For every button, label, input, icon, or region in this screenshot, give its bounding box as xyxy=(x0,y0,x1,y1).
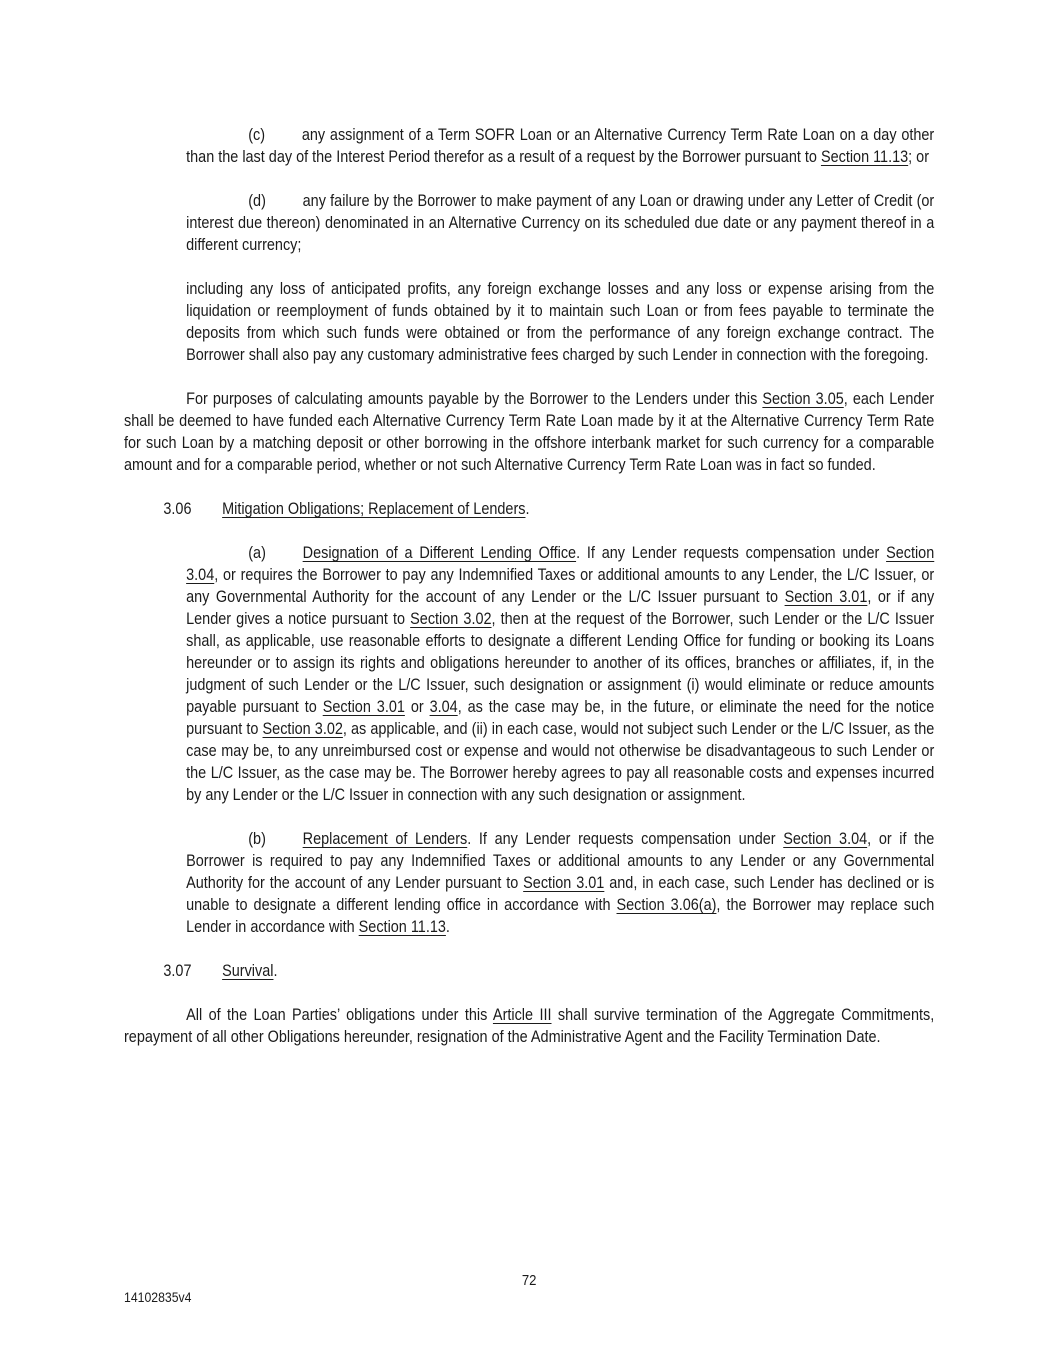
text-run: All of the Loan Parties’ obligations under this xyxy=(186,1006,493,1024)
section-3-07-number: 3.07 xyxy=(163,962,192,980)
section-3-06-period: . xyxy=(525,500,530,518)
clause-a-label: (a) xyxy=(248,544,266,562)
text-run: , or if any Lender gives a notice pursuant to xyxy=(186,588,935,628)
survival-paragraph xyxy=(124,1004,934,1048)
section-3-07-period: . xyxy=(273,962,278,980)
section-3-06-heading xyxy=(124,498,934,520)
section-cross-reference: Section 3.04 xyxy=(783,830,868,848)
section-cross-reference: Designation of a Different Lending Office xyxy=(302,544,577,562)
text-run: , as applicable, and (ii) in each case, would not subject such Lender or the L/C Issuer, as the case may be, to any unreimbursed cost or expense and would not otherwise be disadvantageous to such Lender or the L/C Issuer, as the case may be. The Borrower hereby agrees to pay all reasonable costs and expenses incurred by any Lender or the L/C Issuer in connection with any such designation or assignment. xyxy=(186,720,935,804)
text-run: , each Lender shall be deemed to have funded each Alternative Currency Term Rate Loan made by it at the Alternative Currency Term Rate for such Loan by a matching deposit or other borrowing in the offshore interbank market for such currency for a comparable amount and for a comparable period, whether or not such Alternative Currency Term Rate Loan was in fact so funded. xyxy=(124,390,935,474)
section-cross-reference: Replacement of Lenders xyxy=(302,830,468,848)
section-cross-reference: Article III xyxy=(492,1006,552,1024)
section-cross-reference: Section 3.01 xyxy=(322,698,405,716)
section-3-07-title: Survival xyxy=(222,962,274,980)
section-3-05-closing-text xyxy=(124,390,934,474)
section-cross-reference: Section 11.13 xyxy=(358,918,446,936)
section-cross-reference: Section 11.13 xyxy=(820,148,909,166)
clause-b-label: (b) xyxy=(248,830,266,848)
text-run: and, in each case, such Lender has declined or is unable to designate a different lending office in accordance with xyxy=(186,874,935,914)
section-cross-reference: Section 3.06(a) xyxy=(616,896,717,914)
text-run: shall survive termination of the Aggregate Commitments, repayment of all other Obligations hereunder, resignation of the Administrative Agent and the Facility Termination Date. xyxy=(124,1006,935,1046)
survival-text xyxy=(124,1006,934,1046)
section-3-06-number: 3.06 xyxy=(163,500,192,518)
clause-d-paragraph xyxy=(186,190,934,256)
section-cross-reference: Section 3.02 xyxy=(410,610,492,628)
clause-c-text xyxy=(186,126,934,166)
text-run: . If any Lender requests compensation under xyxy=(576,544,887,562)
text-run: . If any Lender requests compensation under xyxy=(467,830,784,848)
text-run: . xyxy=(445,918,450,936)
page-number: 72 xyxy=(521,1272,537,1289)
clause-d-text xyxy=(186,192,934,254)
document-id-stamp: 14102835v4 xyxy=(124,1289,192,1305)
clause-continuation-paragraph xyxy=(186,278,934,366)
clause-c-paragraph xyxy=(186,124,934,168)
section-cross-reference: Section 3.01 xyxy=(784,588,868,606)
clause-c-label: (c) xyxy=(248,126,266,144)
text-run: , then at the request of the Borrower, such Lender or the L/C Issuer shall, as applicable, use reasonable efforts to designate a different Lending Office for funding or booking its Loans hereunder or to assign its rights and obligations hereunder to another of its offices, branches or affiliates, if, in the judgment of such Lender or the L/C Issuer, such designation or assignment (i) would eliminate or reduce amounts payable pursuant to xyxy=(186,610,935,716)
text-run: or xyxy=(404,698,430,716)
text-run: any failure by the Borrower to make payment of any Loan or drawing under any Letter of Credit (or interest due thereon) denominated in an Alternative Currency on its scheduled due date or any payment thereof in a different currency; xyxy=(186,192,935,254)
clause-a-paragraph xyxy=(186,542,934,806)
section-3-06-title: Mitigation Obligations; Replacement of Lenders xyxy=(222,500,526,518)
clause-continuation-text xyxy=(186,280,934,364)
section-cross-reference: Section 3.01 xyxy=(523,874,605,892)
clause-a-text xyxy=(186,544,934,804)
section-cross-reference: Section 3.04 xyxy=(186,544,935,584)
text-run: , or if the Borrower is required to pay any Indemnified Taxes or additional amounts to any Lender or any Governmental Authority for the account of any Lender pursuant to xyxy=(186,830,935,892)
text-run: , or requires the Borrower to pay any Indemnified Taxes or additional amounts to any Lender, the L/C Issuer, or any Governmental Authority for the account of any Lender or the L/C Issuer pursuant to xyxy=(186,566,935,606)
text-run: , as the case may be, in the future, or eliminate the need for the notice pursuant to xyxy=(186,698,935,738)
page-content xyxy=(124,124,934,1365)
section-cross-reference: Section 3.05 xyxy=(762,390,844,408)
text-run: including any loss of anticipated profits, any foreign exchange losses and any loss or expense arising from the liquidation or reemployment of funds obtained by it to maintain such Loan or from fees payable to terminate the deposits from which such funds were obtained or from the performance of any foreign exchange contract. The Borrower shall also pay any customary administrative fees charged by such Lender in connection with the foregoing. xyxy=(186,280,935,364)
text-run: any assignment of a Term SOFR Loan or an Alternative Currency Term Rate Loan on a day other than the last day of the Interest Period therefor as a result of a request by the Borrower pursuant to xyxy=(186,126,935,166)
section-cross-reference: 3.04 xyxy=(429,698,458,716)
section-3-07-heading xyxy=(124,960,934,982)
text-run: For purposes of calculating amounts payable by the Borrower to the Lenders under this xyxy=(186,390,763,408)
clause-b-paragraph xyxy=(186,828,934,938)
text-run: , the Borrower may replace such Lender in accordance with xyxy=(186,896,935,936)
clause-b-text xyxy=(186,830,934,936)
clause-d-label: (d) xyxy=(248,192,266,210)
section-cross-reference: Section 3.02 xyxy=(262,720,343,738)
section-3-05-closing-paragraph xyxy=(124,388,934,476)
text-run: ; or xyxy=(908,148,930,166)
